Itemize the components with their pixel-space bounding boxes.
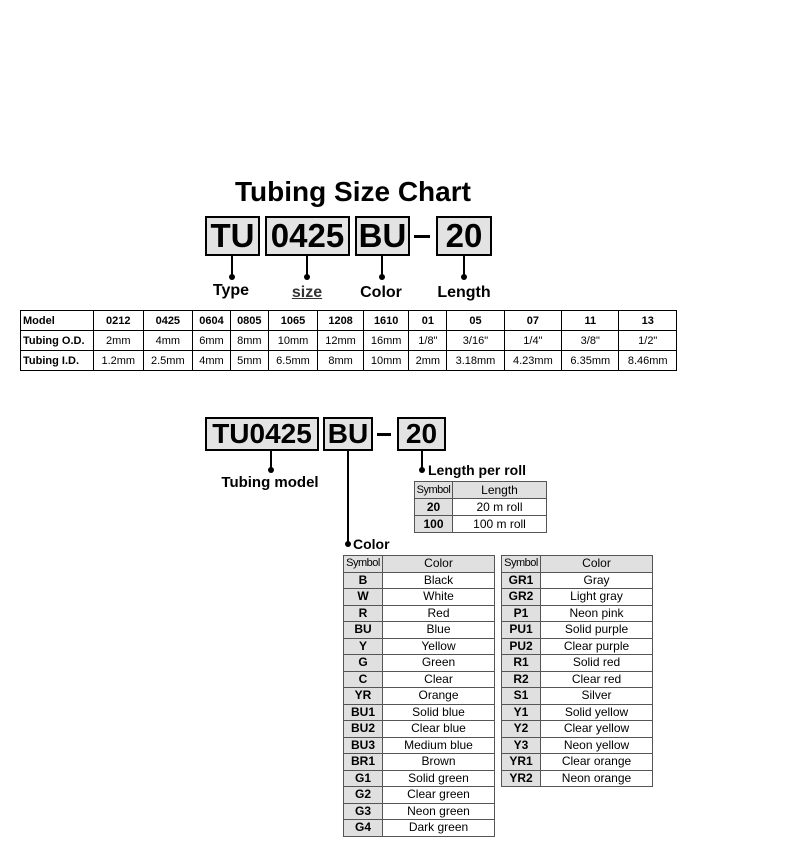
leader-dot-size: [304, 274, 310, 280]
table-row: [344, 754, 495, 771]
table-cell: 10mm: [268, 331, 318, 351]
table-row: [502, 721, 653, 738]
table-cell: 20 m roll: [453, 499, 547, 516]
table-cell: Neon orange: [541, 770, 653, 787]
table-row: [344, 737, 495, 754]
size-table: [20, 310, 677, 371]
table-cell: B: [344, 572, 383, 589]
table-cell: 8mm: [318, 351, 364, 371]
table-row: [344, 820, 495, 837]
label-color: Color: [360, 284, 402, 301]
table-row: [502, 754, 653, 771]
table-row: [502, 638, 653, 655]
table-cell: Yellow: [383, 638, 495, 655]
table-cell: 1208: [318, 311, 364, 331]
chart-title: Tubing Size Chart: [235, 176, 471, 207]
table-row: [502, 655, 653, 672]
table-cell: 0604: [193, 311, 231, 331]
color-table-left: [343, 555, 495, 837]
table-row: [415, 516, 547, 533]
table-cell: Tubing O.D.: [21, 331, 94, 351]
table-cell: Brown: [383, 754, 495, 771]
table-cell: Model: [21, 311, 94, 331]
table-cell: 01: [409, 311, 447, 331]
size-table-header-row: [21, 311, 677, 331]
table-cell: Clear blue: [383, 721, 495, 738]
table-row: [344, 770, 495, 787]
table-cell: 4.23mm: [504, 351, 561, 371]
table-cell: Silver: [541, 688, 653, 705]
table-cell: 2mm: [409, 351, 447, 371]
leader-dot-length: [461, 274, 467, 280]
length-table: [414, 481, 547, 533]
table-row: [502, 671, 653, 688]
table-cell: Gray: [541, 572, 653, 589]
table-cell: G1: [344, 770, 383, 787]
table-cell: BU1: [344, 704, 383, 721]
separator-dash: [377, 433, 391, 436]
table-cell: W: [344, 589, 383, 606]
table-cell: Clear: [383, 671, 495, 688]
table-cell: G4: [344, 820, 383, 837]
table-cell: G3: [344, 803, 383, 820]
table-cell: 3/16": [447, 331, 504, 351]
table-cell: P1: [502, 605, 541, 622]
table-cell: 8.46mm: [619, 351, 677, 371]
table-cell: Tubing I.D.: [21, 351, 94, 371]
table-row: [344, 688, 495, 705]
table-cell: 13: [619, 311, 677, 331]
table-cell: PU2: [502, 638, 541, 655]
table-cell: Neon yellow: [541, 737, 653, 754]
leader-dot-color: [345, 541, 351, 547]
table-row: [344, 803, 495, 820]
table-cell: 4mm: [143, 331, 193, 351]
table-cell: 1/4": [504, 331, 561, 351]
table-cell: Clear green: [383, 787, 495, 804]
table-cell: 8mm: [230, 331, 268, 351]
table-cell: 0805: [230, 311, 268, 331]
table-row: [502, 688, 653, 705]
table-row: [344, 655, 495, 672]
code-box-size: 0425: [265, 216, 350, 256]
table-row: [344, 671, 495, 688]
table-row: [21, 331, 677, 351]
table-cell: R1: [502, 655, 541, 672]
table-cell: S1: [502, 688, 541, 705]
table-cell: Neon green: [383, 803, 495, 820]
table-cell: Y1: [502, 704, 541, 721]
label-color: Color: [353, 536, 390, 552]
code-box-tubing-model: TU0425: [205, 417, 319, 451]
table-cell: Clear yellow: [541, 721, 653, 738]
table-row: [502, 572, 653, 589]
table-cell: Medium blue: [383, 737, 495, 754]
table-cell: Solid red: [541, 655, 653, 672]
table-cell: Symbol: [415, 482, 453, 499]
table-row: [344, 787, 495, 804]
code-box-color: BU: [323, 417, 373, 451]
table-cell: Color: [383, 556, 495, 573]
table-cell: 6.5mm: [268, 351, 318, 371]
table-cell: 1/8": [409, 331, 447, 351]
leader-dot-type: [229, 274, 235, 280]
table-cell: Solid yellow: [541, 704, 653, 721]
table-cell: Y2: [502, 721, 541, 738]
table-cell: Color: [541, 556, 653, 573]
table-cell: White: [383, 589, 495, 606]
table-row: [502, 737, 653, 754]
table-cell: R: [344, 605, 383, 622]
leader-dot-length-per-roll: [419, 467, 425, 473]
table-cell: BU: [344, 622, 383, 639]
table-cell: 2.5mm: [143, 351, 193, 371]
leader-line-color: [347, 451, 349, 544]
table-cell: BU2: [344, 721, 383, 738]
code-box-color: BU: [355, 216, 410, 256]
table-cell: Y3: [502, 737, 541, 754]
table-cell: 2mm: [94, 331, 144, 351]
table-cell: Symbol: [344, 556, 383, 573]
table-cell: Light gray: [541, 589, 653, 606]
table-row: [502, 622, 653, 639]
table-cell: Solid green: [383, 770, 495, 787]
table-cell: 100: [415, 516, 453, 533]
table-cell: Black: [383, 572, 495, 589]
table-cell: 5mm: [230, 351, 268, 371]
separator-dash: [414, 235, 430, 238]
table-cell: 0425: [143, 311, 193, 331]
table-cell: Green: [383, 655, 495, 672]
table-cell: 16mm: [363, 331, 409, 351]
table-cell: 1.2mm: [94, 351, 144, 371]
table-row: [344, 704, 495, 721]
leader-dot-tubing-model: [268, 467, 274, 473]
label-tubing-model: Tubing model: [221, 474, 319, 491]
table-cell: 3/8": [562, 331, 619, 351]
table-cell: 05: [447, 311, 504, 331]
table-cell: G: [344, 655, 383, 672]
table-cell: 1610: [363, 311, 409, 331]
leader-dot-color: [379, 274, 385, 280]
table-row: [344, 572, 495, 589]
table-row: [415, 499, 547, 516]
table-cell: 07: [504, 311, 561, 331]
table-cell: 100 m roll: [453, 516, 547, 533]
table-cell: 1065: [268, 311, 318, 331]
table-cell: GR1: [502, 572, 541, 589]
table-cell: Clear purple: [541, 638, 653, 655]
table-cell: R2: [502, 671, 541, 688]
table-cell: Y: [344, 638, 383, 655]
table-cell: 11: [562, 311, 619, 331]
table-row: [344, 605, 495, 622]
table-row: [502, 770, 653, 787]
table-cell: GR2: [502, 589, 541, 606]
table-cell: YR2: [502, 770, 541, 787]
leader-line-size: [306, 256, 308, 276]
table-row: [344, 622, 495, 639]
table-row: [344, 721, 495, 738]
length-table-header-row: [415, 482, 547, 499]
label-length: Length: [437, 284, 491, 301]
table-cell: YR: [344, 688, 383, 705]
table-row: [502, 605, 653, 622]
table-row: [502, 589, 653, 606]
code-box-length: 20: [397, 417, 446, 451]
table-row: [344, 589, 495, 606]
table-cell: PU1: [502, 622, 541, 639]
table-cell: Clear orange: [541, 754, 653, 771]
table-cell: Dark green: [383, 820, 495, 837]
table-cell: Length: [453, 482, 547, 499]
table-cell: YR1: [502, 754, 541, 771]
color-table-right: [501, 555, 653, 787]
table-cell: G2: [344, 787, 383, 804]
table-cell: 20: [415, 499, 453, 516]
code-box-length: 20: [436, 216, 492, 256]
leader-line-type: [231, 256, 233, 276]
table-row: [21, 351, 677, 371]
table-cell: C: [344, 671, 383, 688]
table-row: [502, 704, 653, 721]
table-cell: 4mm: [193, 351, 231, 371]
code-box-type: TU: [205, 216, 260, 256]
table-row: [344, 638, 495, 655]
label-size: size: [291, 284, 323, 301]
table-cell: BR1: [344, 754, 383, 771]
table-cell: Symbol: [502, 556, 541, 573]
label-type: Type: [212, 282, 250, 299]
table-cell: Orange: [383, 688, 495, 705]
leader-line-color: [381, 256, 383, 276]
table-cell: 1/2": [619, 331, 677, 351]
table-cell: 3.18mm: [447, 351, 504, 371]
table-cell: Red: [383, 605, 495, 622]
table-cell: 12mm: [318, 331, 364, 351]
table-cell: Neon pink: [541, 605, 653, 622]
color-table-header-row: [502, 556, 653, 573]
table-cell: Solid blue: [383, 704, 495, 721]
table-cell: 6.35mm: [562, 351, 619, 371]
table-cell: Clear red: [541, 671, 653, 688]
table-cell: Solid purple: [541, 622, 653, 639]
table-cell: 0212: [94, 311, 144, 331]
table-cell: BU3: [344, 737, 383, 754]
leader-line-length: [463, 256, 465, 276]
table-cell: 10mm: [363, 351, 409, 371]
table-cell: 6mm: [193, 331, 231, 351]
label-length-per-roll: Length per roll: [428, 462, 526, 478]
table-cell: Blue: [383, 622, 495, 639]
color-table-header-row: [344, 556, 495, 573]
